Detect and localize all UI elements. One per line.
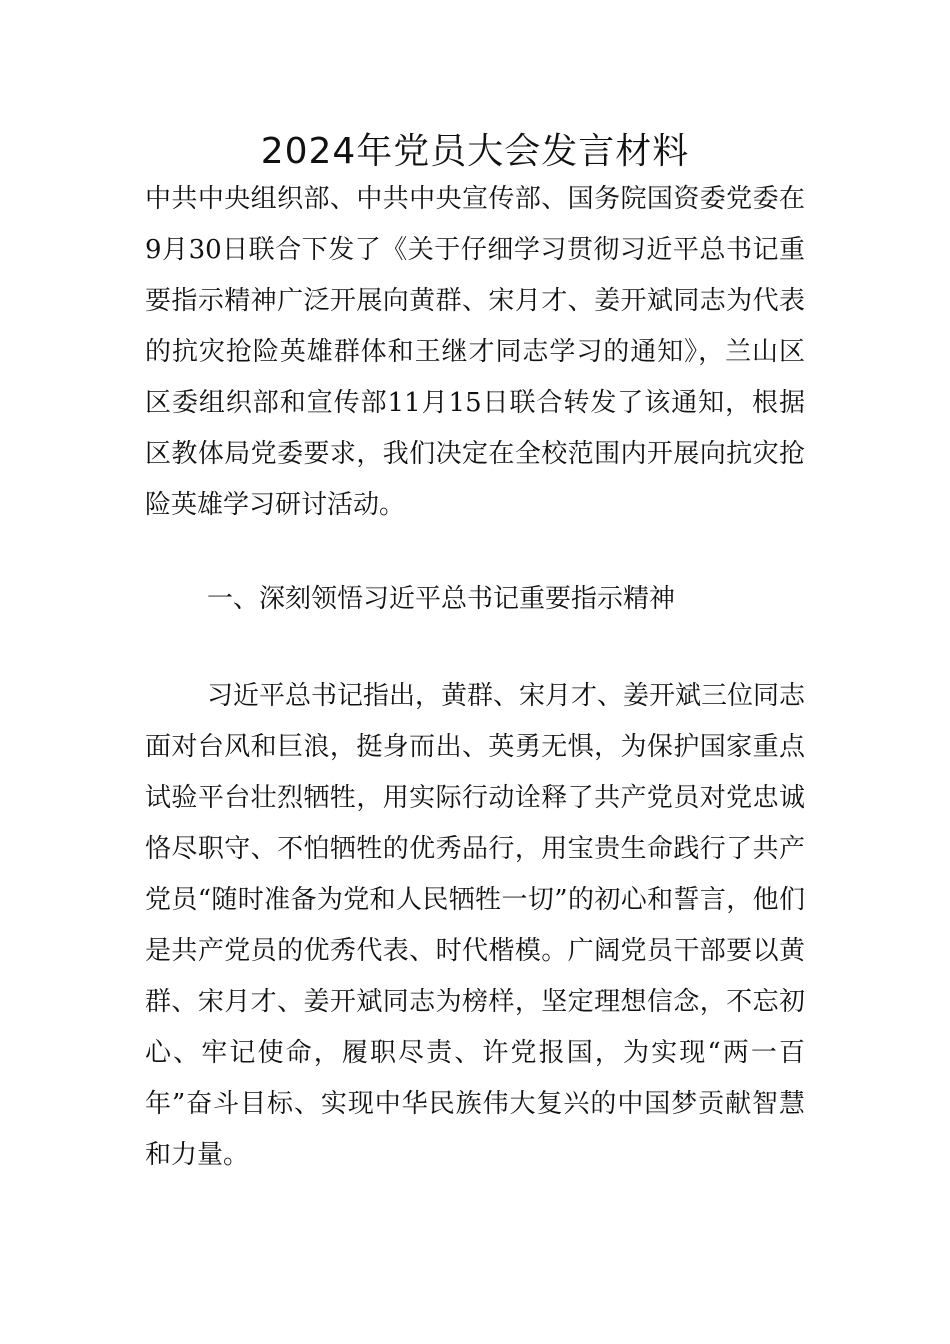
intro-paragraph: 中共中央组织部、中共中央宣传部、国务院国资委党委在9月30日联合下发了《关于仔细学习贯彻习近平总书记重要指示精神广泛开展向黄群、宋月才、姜开斌同志为代表的抗灾抢险英雄群体和王继才同志学习的通知》，兰山区区委组织部和宣传部11月15日联合转发了该通知，根据区教体局党委要求，我们决定在全校范围内开展向抗灾抢险英雄学习研讨活动。 xyxy=(145,184,805,520)
section-paragraph: 习近平总书记指出，黄群、宋月才、姜开斌三位同志面对台风和巨浪，挺身而出、英勇无惧，为保护国家重点试验平台壮烈牺牲，用实际行动诠释了共产党员对党忠诚恪尽职守、不怕牺牲的优秀品行，用宝贵生命践行了共产党员“随时准备为党和人民牺牲一切”的初心和誓言，他们是共产党员的优秀代表、时代楷模。广阔党员干部要以黄群、宋月才、姜开斌同志为榜样，坚定理想信念，不忘初心、牢记使命，履职尽责、许党报国，为实现“两一百年”奋斗目标、实现中华民族伟大复兴的中国梦贡献智慧和力量。 xyxy=(145,681,806,1170)
section-heading: 一、深刻领悟习近平总书记重要指示精神 xyxy=(207,584,676,614)
document-title: 2024年党员大会发言材料 xyxy=(260,131,690,172)
